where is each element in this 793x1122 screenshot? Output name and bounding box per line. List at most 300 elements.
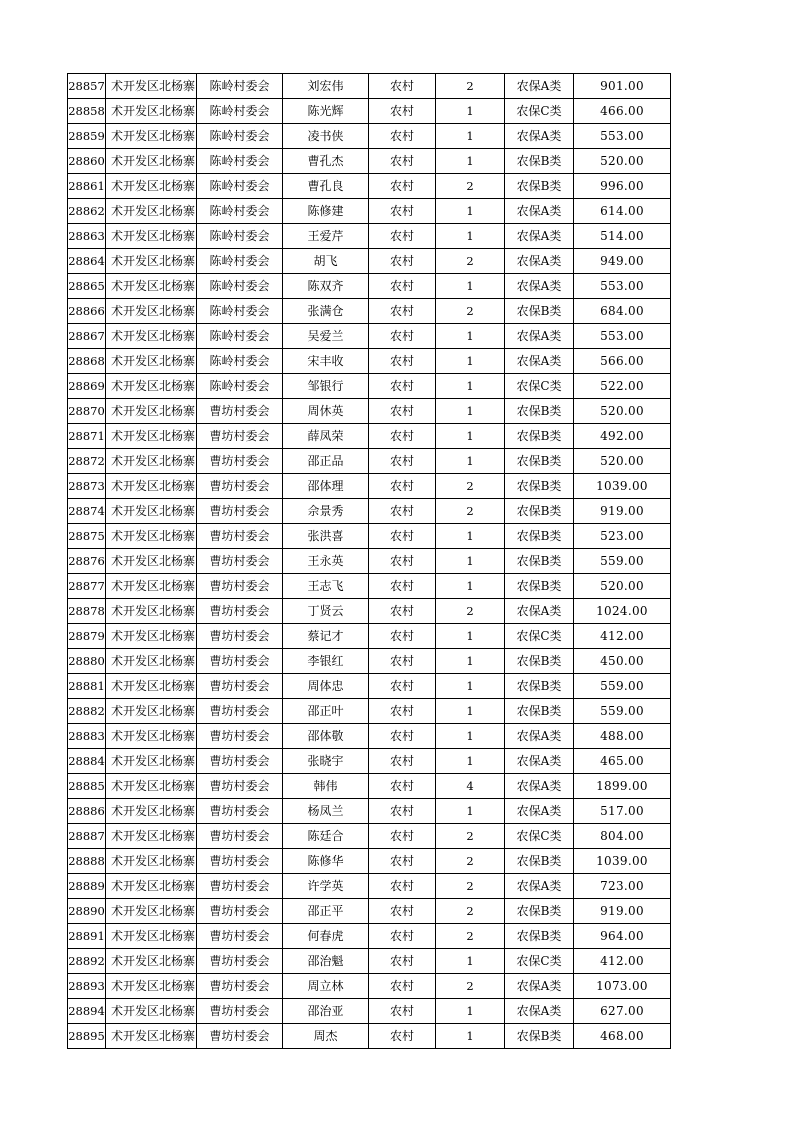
area-cell: 农村 — [369, 224, 436, 249]
household-count-cell: 1 — [436, 124, 505, 149]
category-cell: 农保B类 — [505, 549, 574, 574]
village-cell: 曹坊村委会 — [197, 874, 283, 899]
table-row — [68, 849, 671, 874]
table-row — [68, 649, 671, 674]
town-cell: 术开发区北杨寨 — [106, 1024, 197, 1049]
town-cell: 术开发区北杨寨 — [106, 174, 197, 199]
household-count-cell: 1 — [436, 274, 505, 299]
household-count-cell: 2 — [436, 974, 505, 999]
area-cell: 农村 — [369, 174, 436, 199]
row-id-cell: 28893 — [68, 974, 106, 999]
name-cell: 韩伟 — [283, 774, 369, 799]
name-cell: 吴爱兰 — [283, 324, 369, 349]
row-id-cell: 28857 — [68, 74, 106, 99]
row-id-cell: 28860 — [68, 149, 106, 174]
area-cell: 农村 — [369, 349, 436, 374]
amount-cell: 996.00 — [574, 174, 671, 199]
household-count-cell: 1 — [436, 624, 505, 649]
amount-cell: 492.00 — [574, 424, 671, 449]
household-count-cell: 1 — [436, 349, 505, 374]
village-cell: 陈岭村委会 — [197, 199, 283, 224]
table-row — [68, 674, 671, 699]
table-row — [68, 224, 671, 249]
name-cell: 邵正叶 — [283, 699, 369, 724]
village-cell: 曹坊村委会 — [197, 599, 283, 624]
name-cell: 胡飞 — [283, 249, 369, 274]
village-cell: 曹坊村委会 — [197, 799, 283, 824]
area-cell: 农村 — [369, 1024, 436, 1049]
household-count-cell: 2 — [436, 824, 505, 849]
village-cell: 曹坊村委会 — [197, 624, 283, 649]
table-row — [68, 624, 671, 649]
village-cell: 曹坊村委会 — [197, 1024, 283, 1049]
household-count-cell: 2 — [436, 499, 505, 524]
town-cell: 术开发区北杨寨 — [106, 549, 197, 574]
household-count-cell: 1 — [436, 549, 505, 574]
table-row — [68, 474, 671, 499]
amount-cell: 919.00 — [574, 499, 671, 524]
table-row — [68, 774, 671, 799]
row-id-cell: 28869 — [68, 374, 106, 399]
town-cell: 术开发区北杨寨 — [106, 999, 197, 1024]
village-cell: 曹坊村委会 — [197, 449, 283, 474]
table-row — [68, 924, 671, 949]
town-cell: 术开发区北杨寨 — [106, 474, 197, 499]
row-id-cell: 28865 — [68, 274, 106, 299]
household-count-cell: 1 — [436, 524, 505, 549]
table-row — [68, 74, 671, 99]
name-cell: 薛凤荣 — [283, 424, 369, 449]
row-id-cell: 28879 — [68, 624, 106, 649]
amount-cell: 412.00 — [574, 624, 671, 649]
category-cell: 农保A类 — [505, 774, 574, 799]
amount-cell: 450.00 — [574, 649, 671, 674]
town-cell: 术开发区北杨寨 — [106, 949, 197, 974]
village-cell: 陈岭村委会 — [197, 249, 283, 274]
area-cell: 农村 — [369, 249, 436, 274]
amount-cell: 465.00 — [574, 749, 671, 774]
town-cell: 术开发区北杨寨 — [106, 74, 197, 99]
town-cell: 术开发区北杨寨 — [106, 224, 197, 249]
row-id-cell: 28891 — [68, 924, 106, 949]
name-cell: 王永英 — [283, 549, 369, 574]
row-id-cell: 28863 — [68, 224, 106, 249]
amount-cell: 522.00 — [574, 374, 671, 399]
area-cell: 农村 — [369, 574, 436, 599]
table-row — [68, 399, 671, 424]
area-cell: 农村 — [369, 699, 436, 724]
table-row — [68, 124, 671, 149]
town-cell: 术开发区北杨寨 — [106, 449, 197, 474]
town-cell: 术开发区北杨寨 — [106, 374, 197, 399]
table-row — [68, 274, 671, 299]
category-cell: 农保A类 — [505, 724, 574, 749]
town-cell: 术开发区北杨寨 — [106, 824, 197, 849]
village-cell: 陈岭村委会 — [197, 124, 283, 149]
village-cell: 曹坊村委会 — [197, 774, 283, 799]
town-cell: 术开发区北杨寨 — [106, 199, 197, 224]
household-count-cell: 1 — [436, 399, 505, 424]
table-row — [68, 749, 671, 774]
category-cell: 农保A类 — [505, 224, 574, 249]
row-id-cell: 28883 — [68, 724, 106, 749]
household-count-cell: 2 — [436, 899, 505, 924]
household-count-cell: 1 — [436, 449, 505, 474]
area-cell: 农村 — [369, 474, 436, 499]
table-row — [68, 824, 671, 849]
category-cell: 农保C类 — [505, 824, 574, 849]
amount-cell: 1039.00 — [574, 849, 671, 874]
town-cell: 术开发区北杨寨 — [106, 874, 197, 899]
household-count-cell: 2 — [436, 474, 505, 499]
town-cell: 术开发区北杨寨 — [106, 424, 197, 449]
town-cell: 术开发区北杨寨 — [106, 399, 197, 424]
area-cell: 农村 — [369, 499, 436, 524]
table-row — [68, 299, 671, 324]
name-cell: 刘宏伟 — [283, 74, 369, 99]
row-id-cell: 28878 — [68, 599, 106, 624]
town-cell: 术开发区北杨寨 — [106, 324, 197, 349]
table-row — [68, 499, 671, 524]
name-cell: 李银红 — [283, 649, 369, 674]
row-id-cell: 28872 — [68, 449, 106, 474]
amount-cell: 949.00 — [574, 249, 671, 274]
category-cell: 农保B类 — [505, 524, 574, 549]
village-cell: 曹坊村委会 — [197, 424, 283, 449]
table-row — [68, 999, 671, 1024]
town-cell: 术开发区北杨寨 — [106, 899, 197, 924]
amount-cell: 964.00 — [574, 924, 671, 949]
area-cell: 农村 — [369, 999, 436, 1024]
area-cell: 农村 — [369, 99, 436, 124]
amount-cell: 520.00 — [574, 449, 671, 474]
name-cell: 张晓宇 — [283, 749, 369, 774]
town-cell: 术开发区北杨寨 — [106, 274, 197, 299]
row-id-cell: 28859 — [68, 124, 106, 149]
village-cell: 曹坊村委会 — [197, 724, 283, 749]
household-count-cell: 1 — [436, 949, 505, 974]
town-cell: 术开发区北杨寨 — [106, 724, 197, 749]
household-count-cell: 1 — [436, 1024, 505, 1049]
amount-cell: 1899.00 — [574, 774, 671, 799]
household-count-cell: 2 — [436, 924, 505, 949]
area-cell: 农村 — [369, 274, 436, 299]
amount-cell: 684.00 — [574, 299, 671, 324]
name-cell: 邵治魁 — [283, 949, 369, 974]
amount-cell: 468.00 — [574, 1024, 671, 1049]
village-cell: 曹坊村委会 — [197, 699, 283, 724]
village-cell: 曹坊村委会 — [197, 924, 283, 949]
category-cell: 农保A类 — [505, 249, 574, 274]
town-cell: 术开发区北杨寨 — [106, 249, 197, 274]
town-cell: 术开发区北杨寨 — [106, 624, 197, 649]
household-count-cell: 1 — [436, 749, 505, 774]
table-row — [68, 149, 671, 174]
name-cell: 邵正平 — [283, 899, 369, 924]
household-count-cell: 1 — [436, 699, 505, 724]
category-cell: 农保B类 — [505, 499, 574, 524]
area-cell: 农村 — [369, 374, 436, 399]
row-id-cell: 28871 — [68, 424, 106, 449]
category-cell: 农保A类 — [505, 349, 574, 374]
household-count-cell: 4 — [436, 774, 505, 799]
area-cell: 农村 — [369, 624, 436, 649]
village-cell: 陈岭村委会 — [197, 174, 283, 199]
area-cell: 农村 — [369, 449, 436, 474]
amount-cell: 553.00 — [574, 324, 671, 349]
area-cell: 农村 — [369, 799, 436, 824]
town-cell: 术开发区北杨寨 — [106, 774, 197, 799]
household-count-cell: 2 — [436, 849, 505, 874]
town-cell: 术开发区北杨寨 — [106, 299, 197, 324]
amount-cell: 1073.00 — [574, 974, 671, 999]
area-cell: 农村 — [369, 649, 436, 674]
household-count-cell: 1 — [436, 724, 505, 749]
amount-cell: 466.00 — [574, 99, 671, 124]
name-cell: 凌书侠 — [283, 124, 369, 149]
row-id-cell: 28862 — [68, 199, 106, 224]
row-id-cell: 28875 — [68, 524, 106, 549]
household-count-cell: 1 — [436, 999, 505, 1024]
category-cell: 农保B类 — [505, 474, 574, 499]
row-id-cell: 28894 — [68, 999, 106, 1024]
area-cell: 农村 — [369, 199, 436, 224]
name-cell: 王志飞 — [283, 574, 369, 599]
household-count-cell: 1 — [436, 149, 505, 174]
amount-cell: 520.00 — [574, 399, 671, 424]
village-cell: 曹坊村委会 — [197, 649, 283, 674]
table-row — [68, 199, 671, 224]
category-cell: 农保B类 — [505, 1024, 574, 1049]
area-cell: 农村 — [369, 74, 436, 99]
area-cell: 农村 — [369, 949, 436, 974]
row-id-cell: 28864 — [68, 249, 106, 274]
table-row — [68, 549, 671, 574]
table-row — [68, 949, 671, 974]
village-cell: 曹坊村委会 — [197, 949, 283, 974]
name-cell: 陈廷合 — [283, 824, 369, 849]
area-cell: 农村 — [369, 874, 436, 899]
town-cell: 术开发区北杨寨 — [106, 674, 197, 699]
data-table — [67, 73, 671, 1049]
row-id-cell: 28895 — [68, 1024, 106, 1049]
table-row — [68, 874, 671, 899]
name-cell: 邵正品 — [283, 449, 369, 474]
village-cell: 曹坊村委会 — [197, 999, 283, 1024]
name-cell: 杨凤兰 — [283, 799, 369, 824]
table-row — [68, 724, 671, 749]
household-count-cell: 1 — [436, 424, 505, 449]
table-row — [68, 974, 671, 999]
category-cell: 农保B类 — [505, 899, 574, 924]
name-cell: 陈双齐 — [283, 274, 369, 299]
name-cell: 周杰 — [283, 1024, 369, 1049]
village-cell: 曹坊村委会 — [197, 474, 283, 499]
table-row — [68, 249, 671, 274]
name-cell: 丁贤云 — [283, 599, 369, 624]
row-id-cell: 28892 — [68, 949, 106, 974]
name-cell: 佘景秀 — [283, 499, 369, 524]
amount-cell: 553.00 — [574, 124, 671, 149]
amount-cell: 1039.00 — [574, 474, 671, 499]
name-cell: 王爱芹 — [283, 224, 369, 249]
area-cell: 农村 — [369, 849, 436, 874]
household-count-cell: 2 — [436, 874, 505, 899]
town-cell: 术开发区北杨寨 — [106, 499, 197, 524]
amount-cell: 627.00 — [574, 999, 671, 1024]
household-count-cell: 1 — [436, 199, 505, 224]
area-cell: 农村 — [369, 749, 436, 774]
amount-cell: 559.00 — [574, 674, 671, 699]
category-cell: 农保A类 — [505, 324, 574, 349]
area-cell: 农村 — [369, 824, 436, 849]
row-id-cell: 28888 — [68, 849, 106, 874]
name-cell: 邵体敬 — [283, 724, 369, 749]
name-cell: 陈光辉 — [283, 99, 369, 124]
area-cell: 农村 — [369, 549, 436, 574]
category-cell: 农保A类 — [505, 974, 574, 999]
category-cell: 农保B类 — [505, 424, 574, 449]
household-count-cell: 1 — [436, 649, 505, 674]
amount-cell: 723.00 — [574, 874, 671, 899]
row-id-cell: 28874 — [68, 499, 106, 524]
name-cell: 邵治亚 — [283, 999, 369, 1024]
name-cell: 宋丰收 — [283, 349, 369, 374]
table-row — [68, 574, 671, 599]
row-id-cell: 28889 — [68, 874, 106, 899]
household-count-cell: 1 — [436, 674, 505, 699]
amount-cell: 553.00 — [574, 274, 671, 299]
town-cell: 术开发区北杨寨 — [106, 699, 197, 724]
town-cell: 术开发区北杨寨 — [106, 124, 197, 149]
table-row — [68, 324, 671, 349]
name-cell: 陈修华 — [283, 849, 369, 874]
table-row — [68, 174, 671, 199]
area-cell: 农村 — [369, 899, 436, 924]
category-cell: 农保B类 — [505, 174, 574, 199]
name-cell: 曹孔良 — [283, 174, 369, 199]
row-id-cell: 28870 — [68, 399, 106, 424]
area-cell: 农村 — [369, 974, 436, 999]
amount-cell: 559.00 — [574, 549, 671, 574]
village-cell: 曹坊村委会 — [197, 849, 283, 874]
row-id-cell: 28858 — [68, 99, 106, 124]
village-cell: 陈岭村委会 — [197, 324, 283, 349]
amount-cell: 520.00 — [574, 574, 671, 599]
village-cell: 陈岭村委会 — [197, 274, 283, 299]
row-id-cell: 28886 — [68, 799, 106, 824]
household-count-cell: 2 — [436, 174, 505, 199]
row-id-cell: 28866 — [68, 299, 106, 324]
village-cell: 陈岭村委会 — [197, 349, 283, 374]
village-cell: 陈岭村委会 — [197, 99, 283, 124]
area-cell: 农村 — [369, 149, 436, 174]
village-cell: 曹坊村委会 — [197, 399, 283, 424]
village-cell: 陈岭村委会 — [197, 374, 283, 399]
amount-cell: 1024.00 — [574, 599, 671, 624]
amount-cell: 520.00 — [574, 149, 671, 174]
name-cell: 邵体理 — [283, 474, 369, 499]
category-cell: 农保C类 — [505, 624, 574, 649]
amount-cell: 514.00 — [574, 224, 671, 249]
table-row — [68, 449, 671, 474]
town-cell: 术开发区北杨寨 — [106, 149, 197, 174]
village-cell: 曹坊村委会 — [197, 824, 283, 849]
household-count-cell: 2 — [436, 249, 505, 274]
town-cell: 术开发区北杨寨 — [106, 574, 197, 599]
row-id-cell: 28887 — [68, 824, 106, 849]
category-cell: 农保B类 — [505, 699, 574, 724]
category-cell: 农保B类 — [505, 574, 574, 599]
village-cell: 曹坊村委会 — [197, 574, 283, 599]
name-cell: 何春虎 — [283, 924, 369, 949]
category-cell: 农保C类 — [505, 374, 574, 399]
category-cell: 农保B类 — [505, 449, 574, 474]
household-count-cell: 1 — [436, 99, 505, 124]
town-cell: 术开发区北杨寨 — [106, 349, 197, 374]
area-cell: 农村 — [369, 524, 436, 549]
category-cell: 农保C类 — [505, 99, 574, 124]
row-id-cell: 28873 — [68, 474, 106, 499]
town-cell: 术开发区北杨寨 — [106, 974, 197, 999]
amount-cell: 517.00 — [574, 799, 671, 824]
name-cell: 张洪喜 — [283, 524, 369, 549]
category-cell: 农保A类 — [505, 274, 574, 299]
amount-cell: 412.00 — [574, 949, 671, 974]
table-row — [68, 424, 671, 449]
village-cell: 曹坊村委会 — [197, 749, 283, 774]
table-row — [68, 349, 671, 374]
area-cell: 农村 — [369, 599, 436, 624]
household-count-cell: 1 — [436, 224, 505, 249]
household-count-cell: 1 — [436, 799, 505, 824]
area-cell: 农村 — [369, 924, 436, 949]
name-cell: 张满仓 — [283, 299, 369, 324]
name-cell: 陈修建 — [283, 199, 369, 224]
category-cell: 农保B类 — [505, 649, 574, 674]
area-cell: 农村 — [369, 774, 436, 799]
amount-cell: 523.00 — [574, 524, 671, 549]
town-cell: 术开发区北杨寨 — [106, 649, 197, 674]
village-cell: 陈岭村委会 — [197, 149, 283, 174]
village-cell: 陈岭村委会 — [197, 299, 283, 324]
row-id-cell: 28877 — [68, 574, 106, 599]
category-cell: 农保B类 — [505, 299, 574, 324]
amount-cell: 488.00 — [574, 724, 671, 749]
area-cell: 农村 — [369, 424, 436, 449]
row-id-cell: 28884 — [68, 749, 106, 774]
amount-cell: 566.00 — [574, 349, 671, 374]
village-cell: 曹坊村委会 — [197, 899, 283, 924]
area-cell: 农村 — [369, 674, 436, 699]
category-cell: 农保B类 — [505, 924, 574, 949]
household-count-cell: 2 — [436, 74, 505, 99]
area-cell: 农村 — [369, 724, 436, 749]
table-row — [68, 99, 671, 124]
row-id-cell: 28867 — [68, 324, 106, 349]
row-id-cell: 28885 — [68, 774, 106, 799]
area-cell: 农村 — [369, 124, 436, 149]
category-cell: 农保B类 — [505, 149, 574, 174]
row-id-cell: 28861 — [68, 174, 106, 199]
row-id-cell: 28876 — [68, 549, 106, 574]
household-count-cell: 2 — [436, 299, 505, 324]
category-cell: 农保B类 — [505, 674, 574, 699]
table-row — [68, 524, 671, 549]
table-row — [68, 374, 671, 399]
amount-cell: 901.00 — [574, 74, 671, 99]
town-cell: 术开发区北杨寨 — [106, 524, 197, 549]
